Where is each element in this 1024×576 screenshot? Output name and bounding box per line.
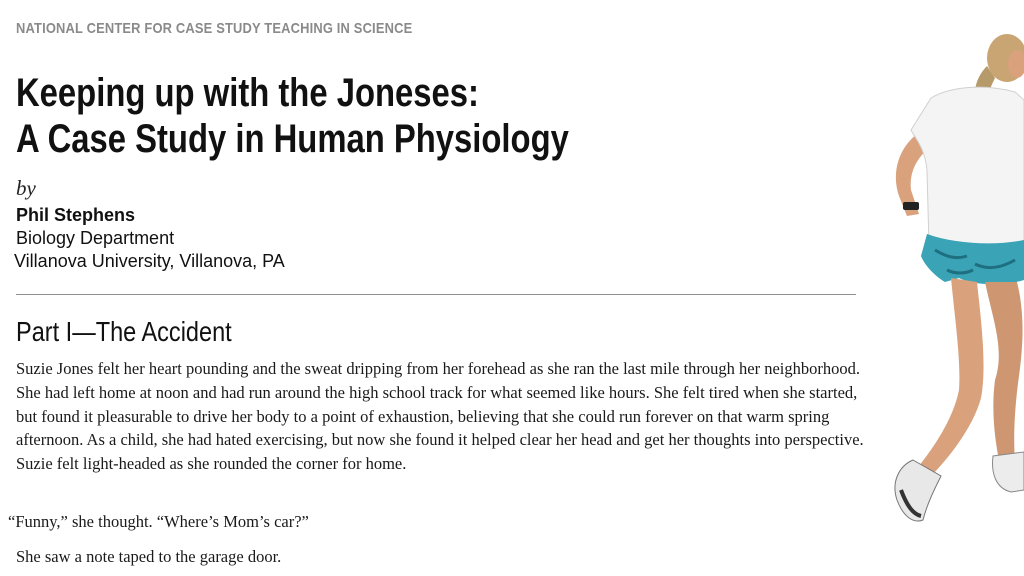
- case-title: [16, 70, 569, 162]
- byline-by: by: [16, 176, 36, 200]
- paragraph-2: “Funny,” she thought. “Where’s Mom’s car?”: [8, 512, 309, 531]
- author-department: Biology Department: [16, 228, 175, 248]
- paragraph-3: She saw a note taped to the garage door.: [16, 547, 282, 566]
- runner-leg-front: [919, 278, 984, 476]
- author-university: Villanova University, Villanova, PA: [14, 251, 285, 271]
- organization-header: NATIONAL CENTER FOR CASE STUDY TEACHING IN SCIENCE: [16, 20, 413, 37]
- author-name: Phil Stephens: [16, 205, 136, 225]
- section-title: Part I—The Accident: [16, 316, 232, 347]
- runner-shirt: [911, 87, 1024, 254]
- runner-illustration: [855, 20, 1024, 540]
- paragraph-1: Suzie Jones felt her heart pounding and the sweat dripping from her forehead as she ran the last mile through her neighborhood. She had left home at noon and had run around the high school track for what seemed like hours. She felt tired when she started, but found it pleasurable to drive her body to a point of exhaustion, believing that she could run forever on that warm spring afternoon. As a child, she had hated exercising, but now she found it helped clear her head and get her thoughts into perspective. Suzie felt light-headed as she rounded the corner for home.: [16, 359, 864, 474]
- runner-leg-back: [985, 282, 1023, 460]
- runner-shoe-back: [993, 452, 1024, 492]
- title-line-2: A Case Study in Human Physiology: [16, 117, 569, 161]
- divider: [16, 294, 856, 295]
- title-line-1: Keeping up with the Joneses:: [16, 71, 479, 115]
